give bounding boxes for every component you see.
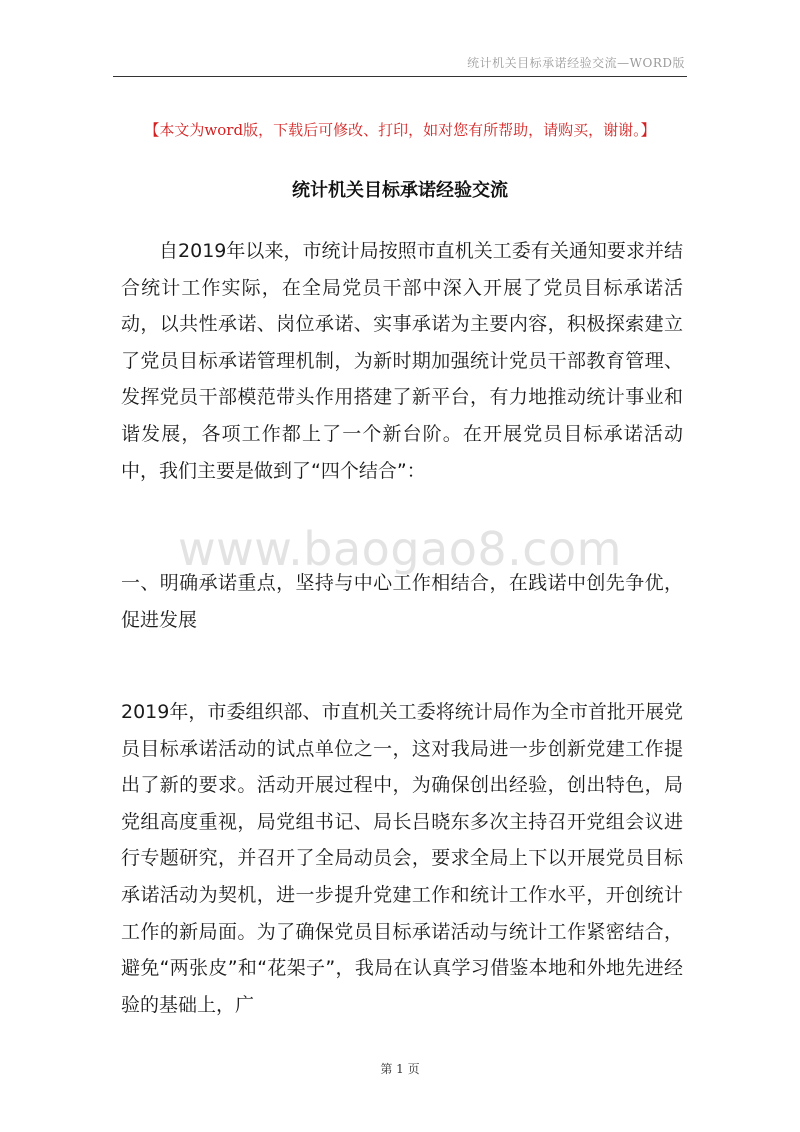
document-title: 统计机关目标承诺经验交流 — [292, 180, 508, 201]
section-heading-1: 一、明确承诺重点，坚持与中心工作相结合，在践诺中创先争优，促进发展 — [121, 572, 683, 631]
paragraph-intro: 自2019年以来，市统计局按照市直机关工委有关通知要求并结合统计工作实际，在全局党员干部中深入开展了党员目标承诺活动，以共性承诺、岗位承诺、实事承诺为主要内容，积极探索建立了党员目标承诺管理机制，为新时期加强统计党员干部教育管理、发挥党员干部模范带头作用搭建了新平台，有力地推动统计事业和谐发展，各项工作都上了一个新台阶。在开展党员目标承诺活动中，我们主要是做到了“四个结合”： — [121, 240, 683, 482]
header-divider — [113, 76, 687, 77]
page-number: 第 1 页 — [380, 1062, 420, 1076]
running-header: 统计机关目标承诺经验交流—WORD版 — [467, 56, 685, 70]
purchase-notice: 【本文为word版，下载后可修改、打印，如对您有所帮助，请购买，谢谢。】 — [144, 121, 656, 139]
paragraph-section-1: 2019年，市委组织部、市直机关工委将统计局作为全市首批开展党员目标承诺活动的试点单位之一，这对我局进一步创新党建工作提出了新的要求。活动开展过程中，为确保创出经验，创出特色，局党组高度重视，局党组书记、局长吕晓东多次主持召开党组会议进行专题研究，并召开了全局动员会，要求全局上下以开展党员目标承诺活动为契机，进一步提升党建工作和统计工作水平，开创统计工作的新局面。为了确保党员目标承诺活动与统计工作紧密结合，避免“两张皮”和“花架子”，我局在认真学习借鉴本地和外地先进经验的基础上，广 — [121, 701, 683, 1016]
watermark: www.baogao8.com — [178, 522, 622, 576]
